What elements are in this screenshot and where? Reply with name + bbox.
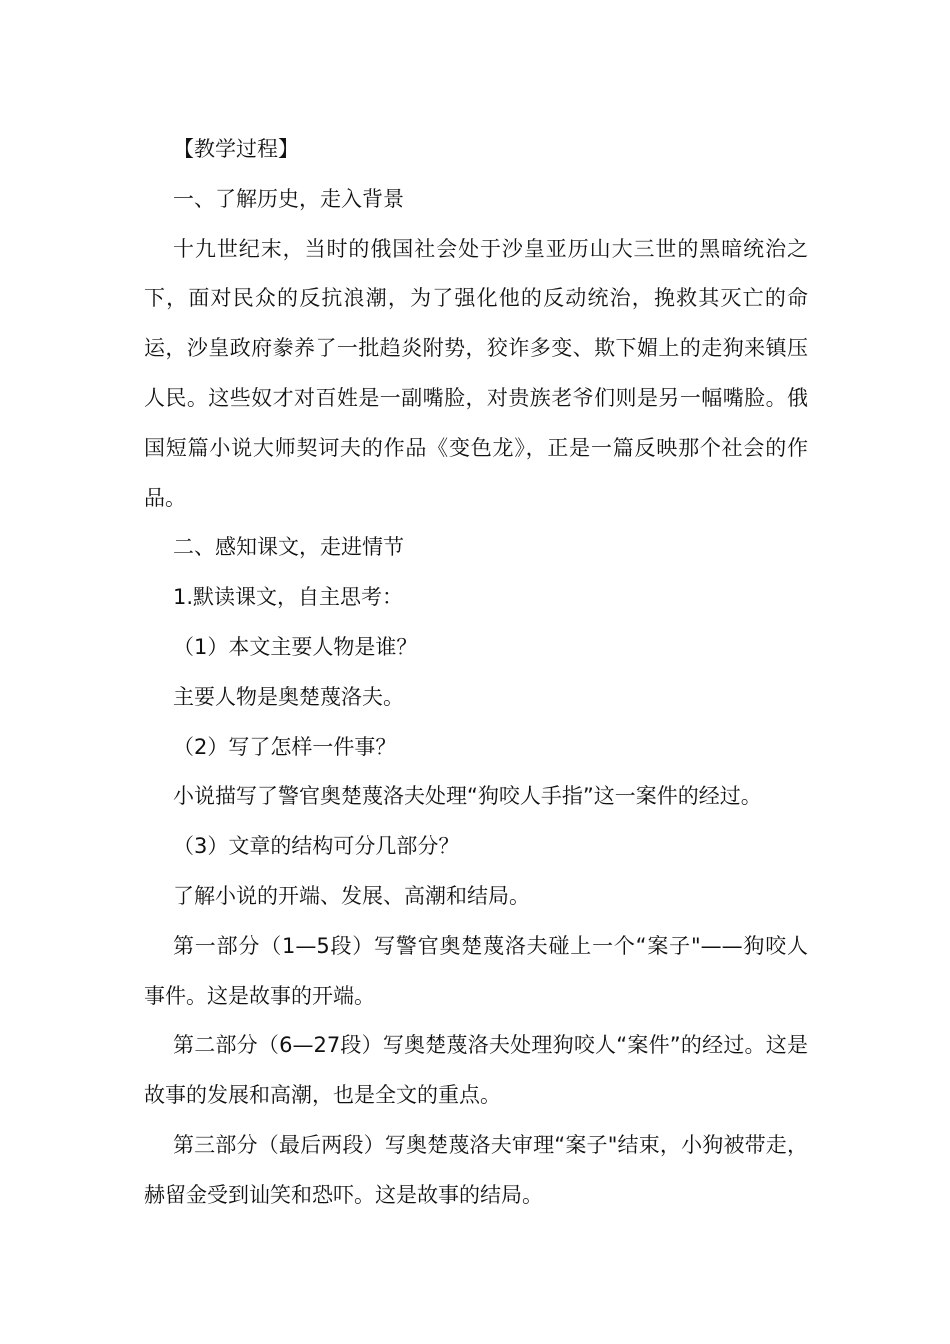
answer-2: 小说描写了警官奥楚蔑洛夫处理“狗咬人手指”这一案件的经过。 (173, 784, 762, 809)
document-body (144, 125, 808, 1221)
section-heading-background: 一、了解历史，走入背景 (173, 186, 404, 211)
section-heading-plot: 二、感知课文，走进情节 (173, 535, 404, 560)
section-heading-teaching-process: 【教学过程】 (173, 137, 299, 161)
structure-part-2: 第二部分（6—27段）写奥楚蔑洛夫处理狗咬人“案件”的经过。这是故事的发展和高潮，也是全文的重点。 (144, 1033, 808, 1108)
task-reading: 1.默读课文，自主思考： (173, 585, 404, 610)
question-1: （1）本文主要人物是谁？ (173, 634, 418, 659)
paragraph-background: 十九世纪末，当时的俄国社会处于沙皇亚历山大三世的黑暗统治之下，面对民众的反抗浪潮，为了强化他的反动统治，挽救其灭亡的命运，沙皇政府豢养了一批趋炎附势，狡诈多变、欺下媚上的走狗来镇压人民。这些奴才对百姓是一副嘴脸，对贵族老爷们则是另一幅嘴脸。俄国短篇小说大师契诃夫的作品《变色龙》，正是一篇反映那个社会的作品。 (144, 236, 808, 510)
structure-part-3: 第三部分（最后两段）写奥楚蔑洛夫审理“案子"结束，小狗被带走，赫留金受到讪笑和恐吓。这是故事的结局。 (144, 1132, 808, 1207)
question-3: （3）文章的结构可分几部分？ (173, 834, 460, 859)
answer-3: 了解小说的开端、发展、高潮和结局。 (173, 883, 530, 908)
structure-part-1: 第一部分（1—5段）写警官奥楚蔑洛夫碰上一个“案子"——狗咬人事件。这是故事的开端。 (144, 933, 808, 1008)
question-2: （2）写了怎样一件事？ (173, 734, 397, 759)
answer-1: 主要人物是奥楚蔑洛夫。 (173, 684, 404, 709)
